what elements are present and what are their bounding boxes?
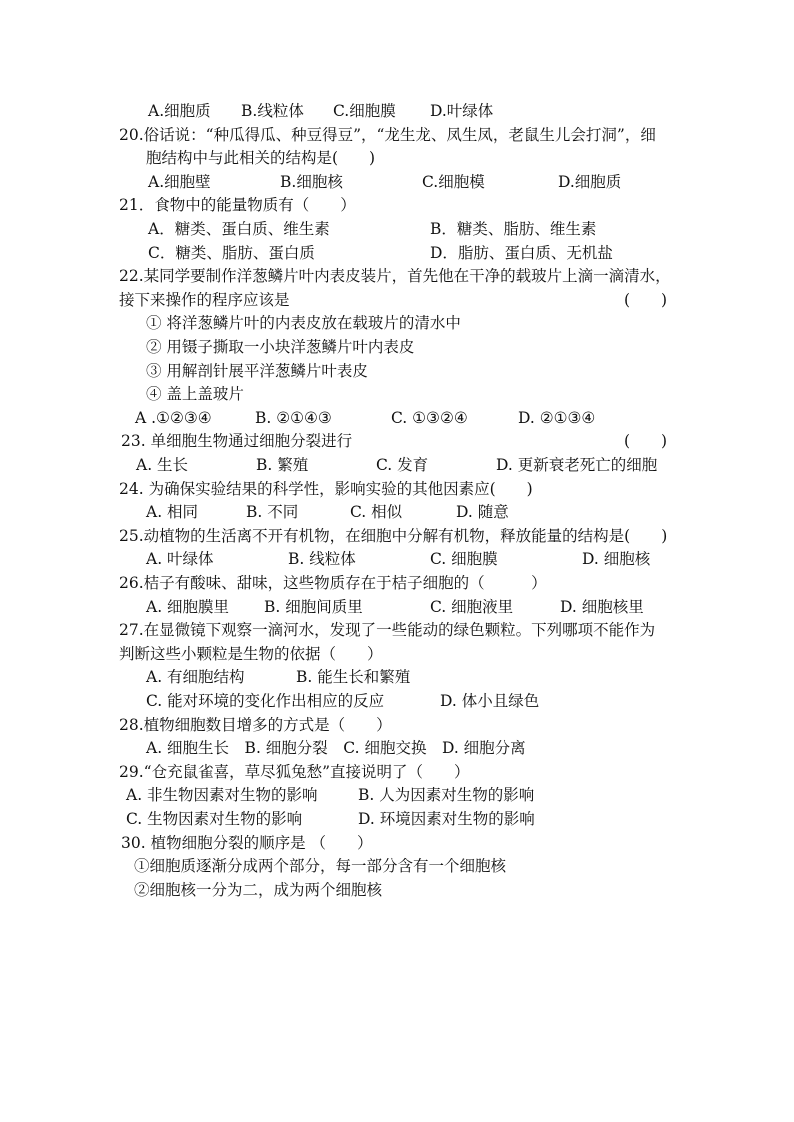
text-line — [0, 784, 794, 806]
line-text: A .①②③④ — [135, 408, 212, 427]
text-line — [0, 194, 794, 216]
option-text: D. 随意 — [456, 503, 509, 522]
option-text: B．糖类、脂肪、维生素 — [430, 220, 597, 238]
text-line — [0, 666, 794, 688]
option-text: C. ①③②④ — [391, 408, 468, 427]
option-text: ( ) — [624, 432, 668, 451]
option-text: ( ) — [624, 290, 668, 309]
option-text: D. 环境因素对生物的影响 — [358, 810, 535, 828]
option-text: B. ②①④③ — [255, 408, 332, 427]
option-text: D. 体小且绿色 — [440, 692, 540, 710]
option-text: D. ②①③④ — [518, 408, 596, 427]
text-line — [0, 124, 794, 146]
option-text: B. 人为因素对生物的影响 — [358, 786, 535, 805]
text-line — [0, 218, 794, 240]
text-line — [0, 596, 794, 618]
line-text: A. 叶绿体 — [146, 550, 214, 569]
line-text: 22.某同学要制作洋葱鳞片叶内表皮装片，首先他在干净的载玻片上滴一滴清水， — [119, 267, 671, 286]
line-text: A. 细胞生长 B. 细胞分裂 C. 细胞交换 D. 细胞分离 — [146, 739, 526, 758]
line-text: A.细胞质 — [148, 102, 211, 120]
option-text: C.细胞模 — [422, 172, 485, 191]
option-text: C. 细胞膜 — [430, 550, 498, 569]
line-text: A．糖类、蛋白质、维生素 — [148, 220, 330, 238]
text-line — [0, 572, 794, 594]
option-text: C.细胞膜 — [333, 102, 396, 120]
option-text: B. 不同 — [246, 503, 299, 522]
text-line — [0, 832, 794, 854]
text-line — [0, 147, 794, 169]
option-text: B. 线粒体 — [288, 550, 356, 569]
line-text: C. 生物因素对生物的影响 — [126, 810, 303, 828]
line-text: 判断这些小颗粒是生物的依据（ ） — [119, 644, 383, 663]
line-text: ④ 盖上盖玻片 — [146, 385, 244, 404]
line-text: 接下来操作的程序应该是 — [119, 290, 290, 309]
line-text: 29.“仓充鼠雀喜，草尽狐兔愁”直接说明了（ ） — [119, 762, 470, 781]
text-line — [0, 619, 794, 641]
line-text: 27.在显微镜下观察一滴河水，发现了一些能动的绿色颗粒。下列哪项不能作为 — [119, 621, 656, 640]
option-text: C. 细胞液里 — [430, 597, 514, 616]
text-line — [0, 855, 794, 877]
option-text: D. 更新衰老死亡的细胞 — [496, 456, 658, 474]
option-text: D. 细胞核 — [582, 550, 651, 569]
line-text: ① 将洋葱鳞片叶的内表皮放在载玻片的清水中 — [146, 314, 461, 333]
text-line — [0, 501, 794, 523]
text-line — [0, 360, 794, 382]
option-text: B.线粒体 — [241, 102, 304, 120]
text-line — [0, 478, 794, 500]
option-text: D．脂肪、蛋白质、无机盐 — [430, 243, 613, 262]
line-text: 20.俗话说：“种瓜得瓜、种豆得豆”，“龙生龙、凤生凤，老鼠生儿会打洞”，细 — [119, 125, 656, 144]
option-text: B.细胞核 — [280, 172, 343, 191]
text-line — [0, 525, 794, 547]
line-text: 26.桔子有酸味、甜味，这些物质存在于桔子细胞的（ ） — [119, 574, 547, 592]
text-line — [0, 454, 794, 476]
line-text: A. 细胞膜里 — [146, 597, 230, 616]
line-text: A. 有细胞结构 — [146, 668, 245, 687]
text-line — [0, 265, 794, 287]
option-text: D.细胞质 — [558, 172, 622, 191]
text-line — [0, 289, 794, 311]
text-line — [0, 242, 794, 264]
text-line — [0, 879, 794, 901]
text-line — [0, 336, 794, 358]
text-line — [0, 430, 794, 452]
line-text: ③ 用解剖针展平洋葱鳞片叶表皮 — [146, 361, 368, 380]
line-text: A. 生长 — [136, 456, 189, 474]
text-line — [0, 761, 794, 783]
text-line — [0, 643, 794, 665]
text-line — [0, 808, 794, 830]
text-line — [0, 171, 794, 193]
text-line — [0, 407, 794, 429]
line-text: A. 非生物因素对生物的影响 — [126, 786, 318, 805]
text-line — [0, 383, 794, 405]
option-text: B. 细胞间质里 — [264, 597, 363, 616]
text-line — [0, 312, 794, 334]
text-line — [0, 714, 794, 736]
line-text: ②细胞核一分为二，成为两个细胞核 — [134, 880, 383, 899]
option-text: D. 细胞核里 — [560, 597, 644, 616]
line-text: 28.植物细胞数目增多的方式是（ ） — [119, 715, 392, 734]
option-text: C. 发育 — [376, 456, 429, 474]
line-text: 21．食物中的能量物质有（ ） — [119, 196, 356, 215]
text-line — [0, 100, 794, 122]
line-text: C．糖类、脂肪、蛋白质 — [148, 243, 315, 262]
option-text: B. 繁殖 — [256, 456, 309, 474]
line-text: 24. 为确保实验结果的科学性，影响实验的其他因素应( ) — [119, 479, 533, 498]
line-text: 30. 植物细胞分裂的顺序是 （ ） — [121, 833, 373, 852]
line-text: 25.动植物的生活离不开有机物，在细胞中分解有机物，释放能量的结构是( ) — [119, 526, 668, 545]
text-line — [0, 737, 794, 759]
text-line — [0, 690, 794, 712]
line-text: ② 用镊子撕取一小块洋葱鳞片叶内表皮 — [146, 338, 415, 356]
line-text: 胞结构中与此相关的结构是( ) — [146, 149, 376, 168]
option-text: C. 相似 — [350, 503, 403, 522]
option-text: D.叶绿体 — [430, 102, 494, 120]
option-text: B. 能生长和繁殖 — [296, 668, 411, 687]
line-text: 23. 单细胞生物通过细胞分裂进行 — [121, 432, 353, 451]
line-text: C. 能对环境的变化作出相应的反应 — [146, 692, 385, 710]
text-line — [0, 548, 794, 570]
line-text: A. 相同 — [146, 503, 199, 522]
line-text: A.细胞壁 — [148, 172, 211, 191]
line-text: ①细胞质逐渐分成两个部分，每一部分含有一个细胞核 — [134, 857, 507, 876]
